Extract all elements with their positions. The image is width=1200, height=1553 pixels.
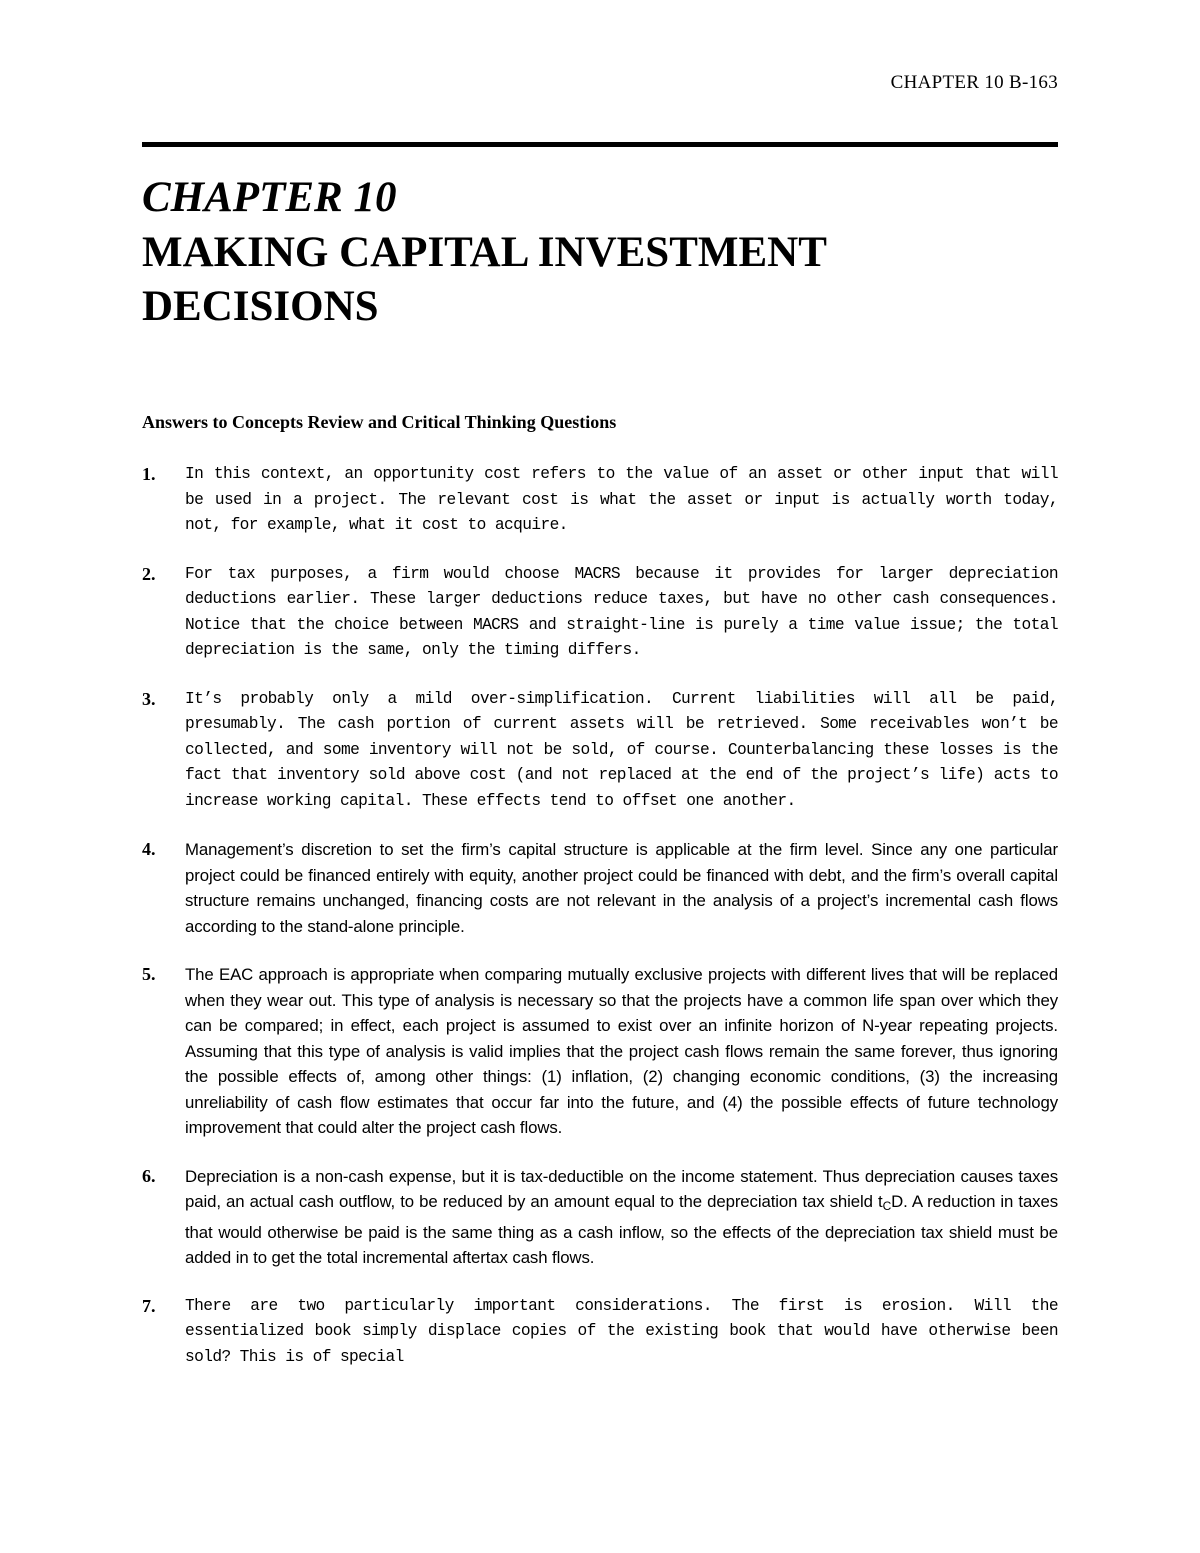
answer-text: In this context, an opportunity cost refers to the value of an asset or other input that will be used in a project. The relevant cost is what the asset or input is actually worth today, not, for example, what it cost to acquire. — [185, 465, 1058, 534]
answer-item-6 — [142, 1164, 1058, 1271]
answer-number: 7. — [142, 1295, 156, 1316]
answer-text-part: Depreciation is a non-cash expense, but it is tax-deductible on the income statement. Thus depreciation causes taxes paid, an actual cash outflow, to be reduced by an amount equal to the depreciation tax shield t — [185, 1166, 1058, 1211]
answer-text: It’s probably only a mild over-simplification. Current liabilities will all be paid, presumably. The cash portion of current assets will be retrieved. Some receivables won’t be collected, and some inventory will not be sold, of course. Counterbalancing these losses is the fact that inventory sold above cost (and not replaced at the end of the project’s life) acts to increase working capital. These effects tend to offset one another. — [185, 689, 1058, 810]
running-head: CHAPTER 10 B-163 — [890, 72, 1058, 93]
answer-text — [185, 1164, 1058, 1271]
answer-item-3 — [142, 687, 1058, 815]
answer-item-5 — [142, 962, 1058, 1141]
answer-number: 5. — [142, 964, 156, 984]
answer-number: 6. — [142, 1165, 156, 1186]
tax-rate-subscript: C — [882, 1199, 892, 1213]
answer-number: 1. — [142, 464, 156, 484]
answer-text: The EAC approach is appropriate when comparing mutually exclusive projects with different lives that will be replaced when they wear out. This type of analysis is necessary so that the projects have a common life span over which they can be compared; in effect, each project is assumed to exist over an infinite horizon of N-year repeating projects. Assuming that this type of analysis is valid implies that the project cash flows remain the same forever, thus ignoring the possible effects of, among other things: (1) inflation, (2) changing economic conditions, (3) the increasing unreliability of cash flow estimates that occur far into the future, and (4) the possible effects of future technology improvement that could alter the project cash flows. — [185, 965, 1058, 1137]
answer-number: 3. — [142, 688, 156, 709]
answer-text: There are two particularly important considerations. The first is erosion. Will the essentialized book simply displace copies of the existing book that would have otherwise been sold? This is of special — [185, 1296, 1058, 1366]
answer-text: For tax purposes, a firm would choose MACRS because it provides for larger depreciation deductions earlier. These larger deductions reduce taxes, but have no other cash consequences. Notice that the choice between MACRS and straight-line is purely a time value issue; the total depreciation is the same, only the timing differs. — [185, 564, 1058, 659]
chapter-title: MAKING CAPITAL INVESTMENT DECISIONS — [142, 229, 827, 330]
chapter-label: CHAPTER 10 — [142, 174, 397, 221]
answers-list — [142, 462, 1058, 1393]
answer-item-1 — [142, 462, 1058, 539]
answer-text: Management’s discretion to set the firm’s capital structure is applicable at the firm level. Since any one particular project could be financed entirely with equity, another project could be financed with debt, and the firm’s overall capital structure remains unchanged, financing costs are not relevant in the analysis of a project’s incremental cash flows according to the stand-alone principle. — [185, 840, 1058, 936]
answer-item-7 — [142, 1294, 1058, 1371]
answer-number: 2. — [142, 563, 156, 584]
answer-number: 4. — [142, 839, 156, 859]
answer-item-4 — [142, 837, 1058, 939]
header-rule — [142, 142, 1058, 147]
answer-text-part: D. A reduction in taxes that would otherwise be paid is the same thing as a cash inflow, so the effects of the depreciation tax shield must be added in to get the total incremental aftertax cash flows. — [185, 1192, 1058, 1267]
answer-item-2 — [142, 562, 1058, 664]
section-heading: Answers to Concepts Review and Critical Thinking Questions — [142, 412, 617, 432]
